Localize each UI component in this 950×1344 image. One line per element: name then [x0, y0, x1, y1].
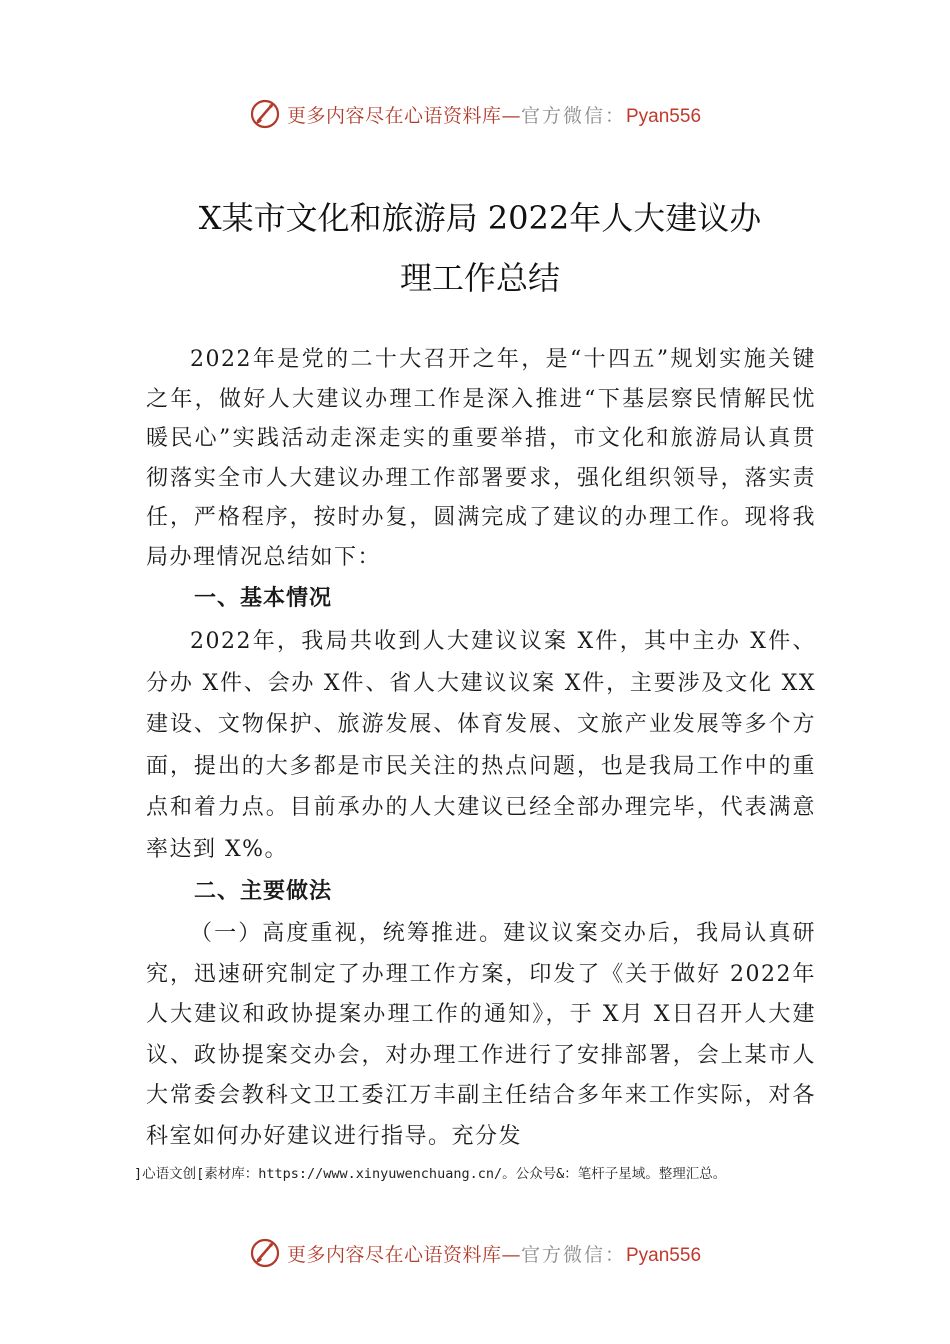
title-line-1: X某市文化和旅游局 2022年人大建议办: [198, 199, 762, 237]
banner-main-text: 更多内容尽在心语资料库: [286, 1243, 502, 1266]
document-body: [146, 340, 816, 1157]
intro-paragraph: 2022年是党的二十大召开之年，是“十四五”规划实施关键之年，做好人大建议办理工作是深入推进“下基层察民情解民忧暖民心”实践活动走深走实的重要举措，市文化和旅游局认真贯彻落实全市人大建议办理工作部署要求，强化组织领导，落实责任，严格程序，按时办复，圆满完成了建议的办理工作。现将我局办理情况总结如下：: [146, 347, 816, 570]
section-heading-practices: 二、主要做法: [194, 879, 333, 904]
banner-wechat-label: 官方微信：: [520, 1243, 626, 1266]
title-line-2: 理工作总结: [399, 259, 560, 297]
banner-text: [287, 101, 701, 128]
footer-watermark-banner: [0, 1233, 950, 1273]
banner-account: Pyan556: [626, 1244, 702, 1266]
banner-wechat-label: 官方微信：: [520, 104, 626, 127]
brush-logo-icon: [249, 1237, 281, 1269]
banner-dash: —: [501, 104, 521, 127]
source-footnote: ]心语文创[素材库：https://www.xinyuwenchuang.cn/。公众号&：笔杆子星域。整理汇总。: [134, 1166, 727, 1182]
section-heading-basic: 一、基本情况: [194, 586, 333, 611]
banner-text: [287, 1240, 701, 1267]
document-title: [140, 188, 820, 308]
sub-heading-1-text: 建议议案交办后，我局认真研究，迅速研究制定了办理工作方案，印发了《关于做好 2022年人大建议和政协提案办理工作的通知》，于 X月 X日召开人大建议、政协提案交办会，对办理工作进行了安排部署，会上某市人大常委会教科文卫工委江万丰副主任结合多年来工作实际，对各科室如何办好建议进行指导。充分发: [146, 921, 817, 1149]
sub-heading-1: （一）高度重视，统筹推进。: [190, 921, 504, 946]
header-watermark-banner: [0, 94, 950, 134]
basic-situation-paragraph: 2022年，我局共收到人大建议议案 X件，其中主办 X件、分办 X件、会办 X件、省人大建议议案 X件，主要涉及文化 XX建设、文物保护、旅游发展、体育发展、文旅产业发展等多个方面，提出的大多都是市民关注的热点问题，也是我局工作中的重点和着力点。目前承办的人大建议已经全部办理完毕，代表满意率达到 X%。: [146, 629, 816, 862]
practices-paragraph: [146, 914, 816, 1157]
banner-main-text: 更多内容尽在心语资料库: [286, 104, 502, 127]
banner-account: Pyan556: [626, 105, 702, 127]
banner-dash: —: [501, 1243, 521, 1266]
brush-logo-icon: [249, 98, 281, 130]
